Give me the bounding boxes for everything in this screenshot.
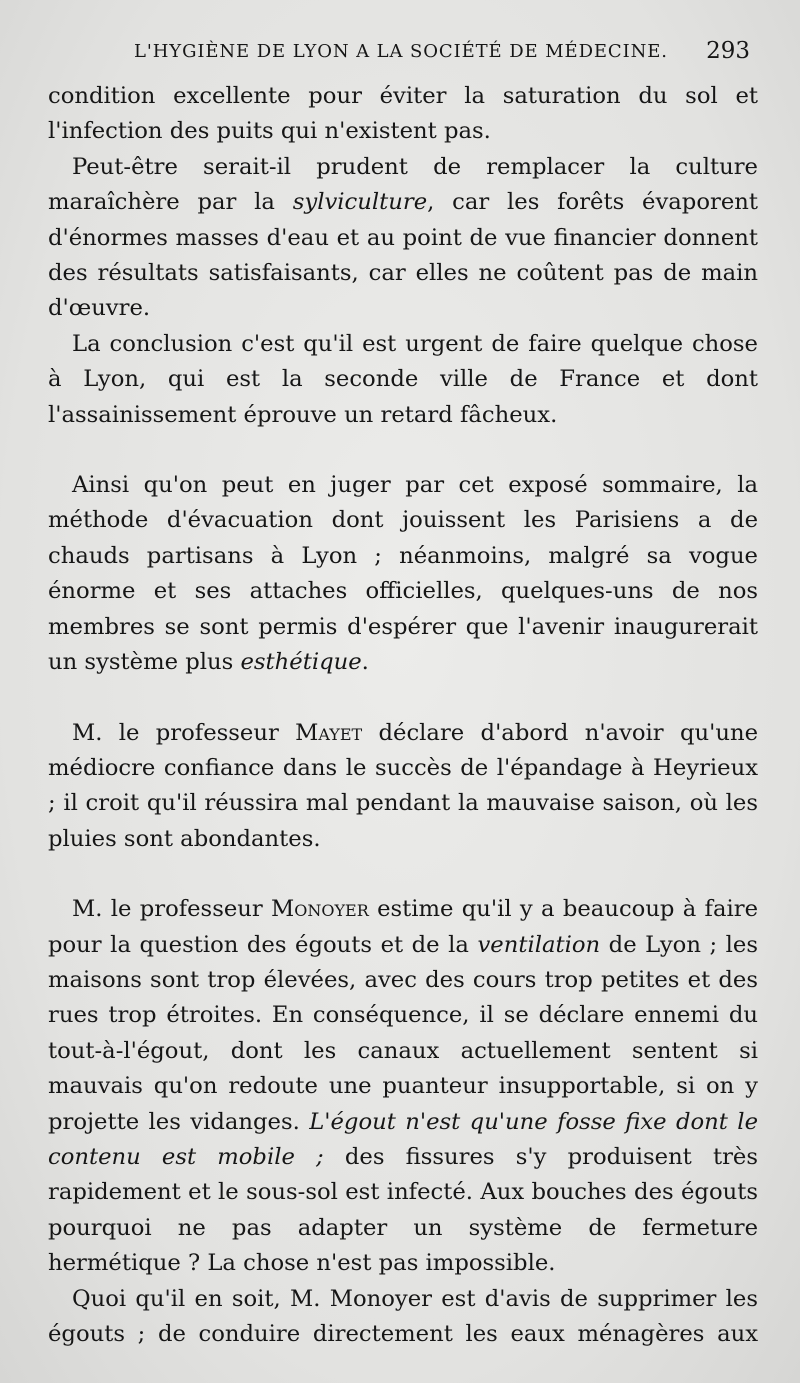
paragraph-text: M. le professeur	[72, 896, 272, 923]
italic-quote: L'égout n'est qu'une fosse fixe dont le contenu est mobile ;	[48, 1108, 758, 1170]
paragraph-text: Peut-être serait-il prudent de remplacer la culture maraîchère par la	[48, 153, 758, 216]
paragraph-monoyer	[48, 892, 758, 1281]
paragraph-text: des fissures s'y produisent très rapidement et le sous-sol est infecté. Aux bouches des égouts pourquoi ne pas adapter un système de fermeture hermétique ? La chose n'est pas impossible.	[48, 1143, 758, 1277]
paragraph-text: Quoi qu'il en soit, M. Monoyer est d'avis de supprimer les égouts ; de conduire directement les eaux ménagères aux	[48, 1285, 758, 1347]
paragraph-text: Ainsi qu'on peut en juger par cet exposé sommaire, la méthode d'évacuation dont jouissent les Parisiens a de chauds partisans à Lyon ; néanmoins, malgré sa vogue énorme et ses attaches officielles, quelques-uns de nos membres se sont permis d'espérer que l'avenir inaugurerait un système plus	[48, 472, 758, 676]
paragraph-text: .	[361, 649, 369, 676]
paragraph-mayet	[48, 716, 758, 858]
paragraph-summary	[48, 468, 758, 680]
italic-term: ventilation	[477, 931, 601, 958]
italic-term: esthétique	[240, 649, 362, 676]
paragraph-text: estime qu'il y a beaucoup à faire pour la question des égouts et de la	[48, 896, 759, 958]
paragraph-continuation	[48, 79, 758, 150]
paragraph-text: M. le professeur	[72, 719, 296, 746]
paragraph-text: de Lyon ; les maisons sont trop élevées, avec des cours trop petites et des rues trop étroites. En conséquence, il se déclare ennemi du tout-à-l'égout, dont les canaux actuellement sentent si mauvais qu'on redoute une puanteur insupportable, si on y projette les vidanges.	[48, 931, 758, 1135]
body-text	[48, 79, 758, 1352]
running-header	[48, 36, 760, 70]
paragraph-text: déclare d'abord n'avoir qu'une médiocre confiance dans le succès de l'épandage à Heyrieux ; il croit qu'il réussira mal pendant la mauvaise saison, où les pluies sont abondantes.	[48, 719, 759, 852]
paragraph-text: , car les forêts évaporent d'énormes masses d'eau et au point de vue financier donnent des résultats satisfaisants, car elles ne coûtent pas de main d'œuvre.	[48, 189, 758, 322]
italic-term: sylviculture	[292, 189, 428, 216]
paragraph-text: condition excellente pour éviter la saturation du sol et l'infection des puits qui n'existent pas.	[48, 83, 758, 145]
person-name: Mayet	[295, 719, 363, 746]
page-number: 293	[706, 38, 750, 64]
paragraph-text: La conclusion c'est qu'il est urgent de faire quelque chose à Lyon, qui est la seconde ville de France et dont l'assainissement éprouve un retard fâcheux.	[48, 330, 758, 428]
person-name: Monoyer	[271, 896, 369, 923]
paragraph-conclusion	[48, 327, 758, 433]
paragraph-sylviculture	[48, 150, 758, 327]
running-title: L'HYGIÈNE DE LYON A LA SOCIÉTÉ DE MÉDECINE.	[134, 41, 668, 62]
paragraph-quoi-quil-en-soit	[48, 1282, 758, 1353]
